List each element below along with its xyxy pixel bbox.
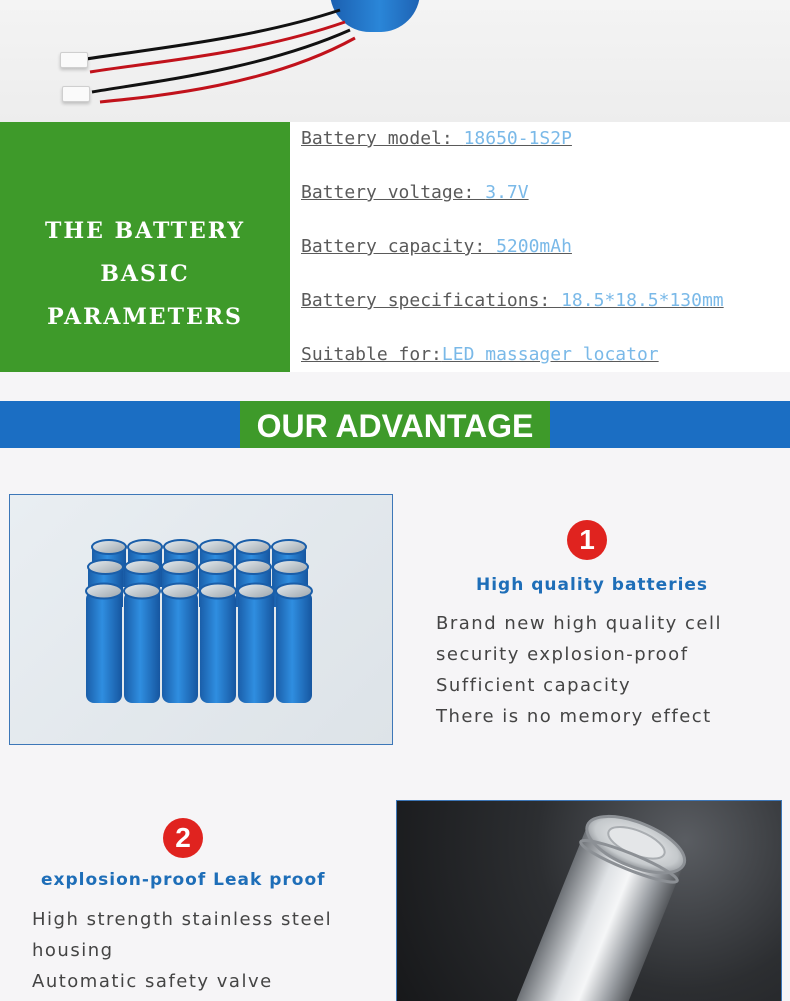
feature-line: Brand new high quality cell: [436, 613, 722, 634]
connector-plug-bottom: [62, 86, 90, 102]
feature-line: housing: [32, 940, 114, 961]
param-label: Battery specifications:: [301, 290, 562, 311]
param-label: Battery voltage:: [301, 182, 486, 203]
feature-line: Automatic safety valve: [32, 971, 273, 992]
param-value: LED massager locator: [441, 344, 659, 365]
param-value: 18.5*18.5*130mm: [561, 290, 724, 311]
param-row-voltage: [301, 182, 529, 203]
param-label: Suitable for:: [301, 344, 442, 365]
param-row-capacity: [301, 236, 572, 257]
lead-wires-image: [0, 0, 790, 122]
feature-line: There is no memory effect: [436, 706, 712, 727]
param-label: Battery capacity:: [301, 236, 497, 257]
feature-line: Sufficient capacity: [436, 675, 632, 696]
feature-title: explosion-proof Leak proof: [41, 870, 326, 890]
parameters-title-panel: [0, 122, 290, 372]
param-label: Battery model:: [301, 128, 464, 149]
feature-line: High strength stainless steel: [32, 909, 333, 930]
parameters-title-line2: BASIC PARAMETERS: [47, 261, 243, 330]
steel-cell-illustration: [397, 801, 781, 1001]
steel-cell-image: [396, 800, 782, 1001]
param-value: 5200mAh: [496, 236, 572, 257]
battery-wire-photo: [0, 0, 790, 122]
param-value: 3.7V: [485, 182, 529, 203]
param-row-model: [301, 128, 572, 149]
parameters-title: [0, 210, 290, 339]
feature-number-badge: 2: [163, 818, 203, 858]
feature-title: High quality batteries: [476, 575, 709, 595]
battery-parameters-section: [0, 122, 790, 372]
parameters-title-line1: THE BATTERY: [44, 218, 246, 244]
cells-illustration: [10, 495, 392, 744]
param-row-specifications: [301, 290, 724, 311]
param-row-suitable-for: [301, 344, 659, 365]
feature-number-badge: 1: [567, 520, 607, 560]
advantage-heading: OUR ADVANTAGE: [240, 401, 550, 448]
connector-plug-top: [60, 52, 88, 68]
battery-cells-group-image: [9, 494, 393, 745]
param-value: 18650-1S2P: [463, 128, 572, 149]
feature-line: security explosion-proof: [436, 644, 689, 665]
